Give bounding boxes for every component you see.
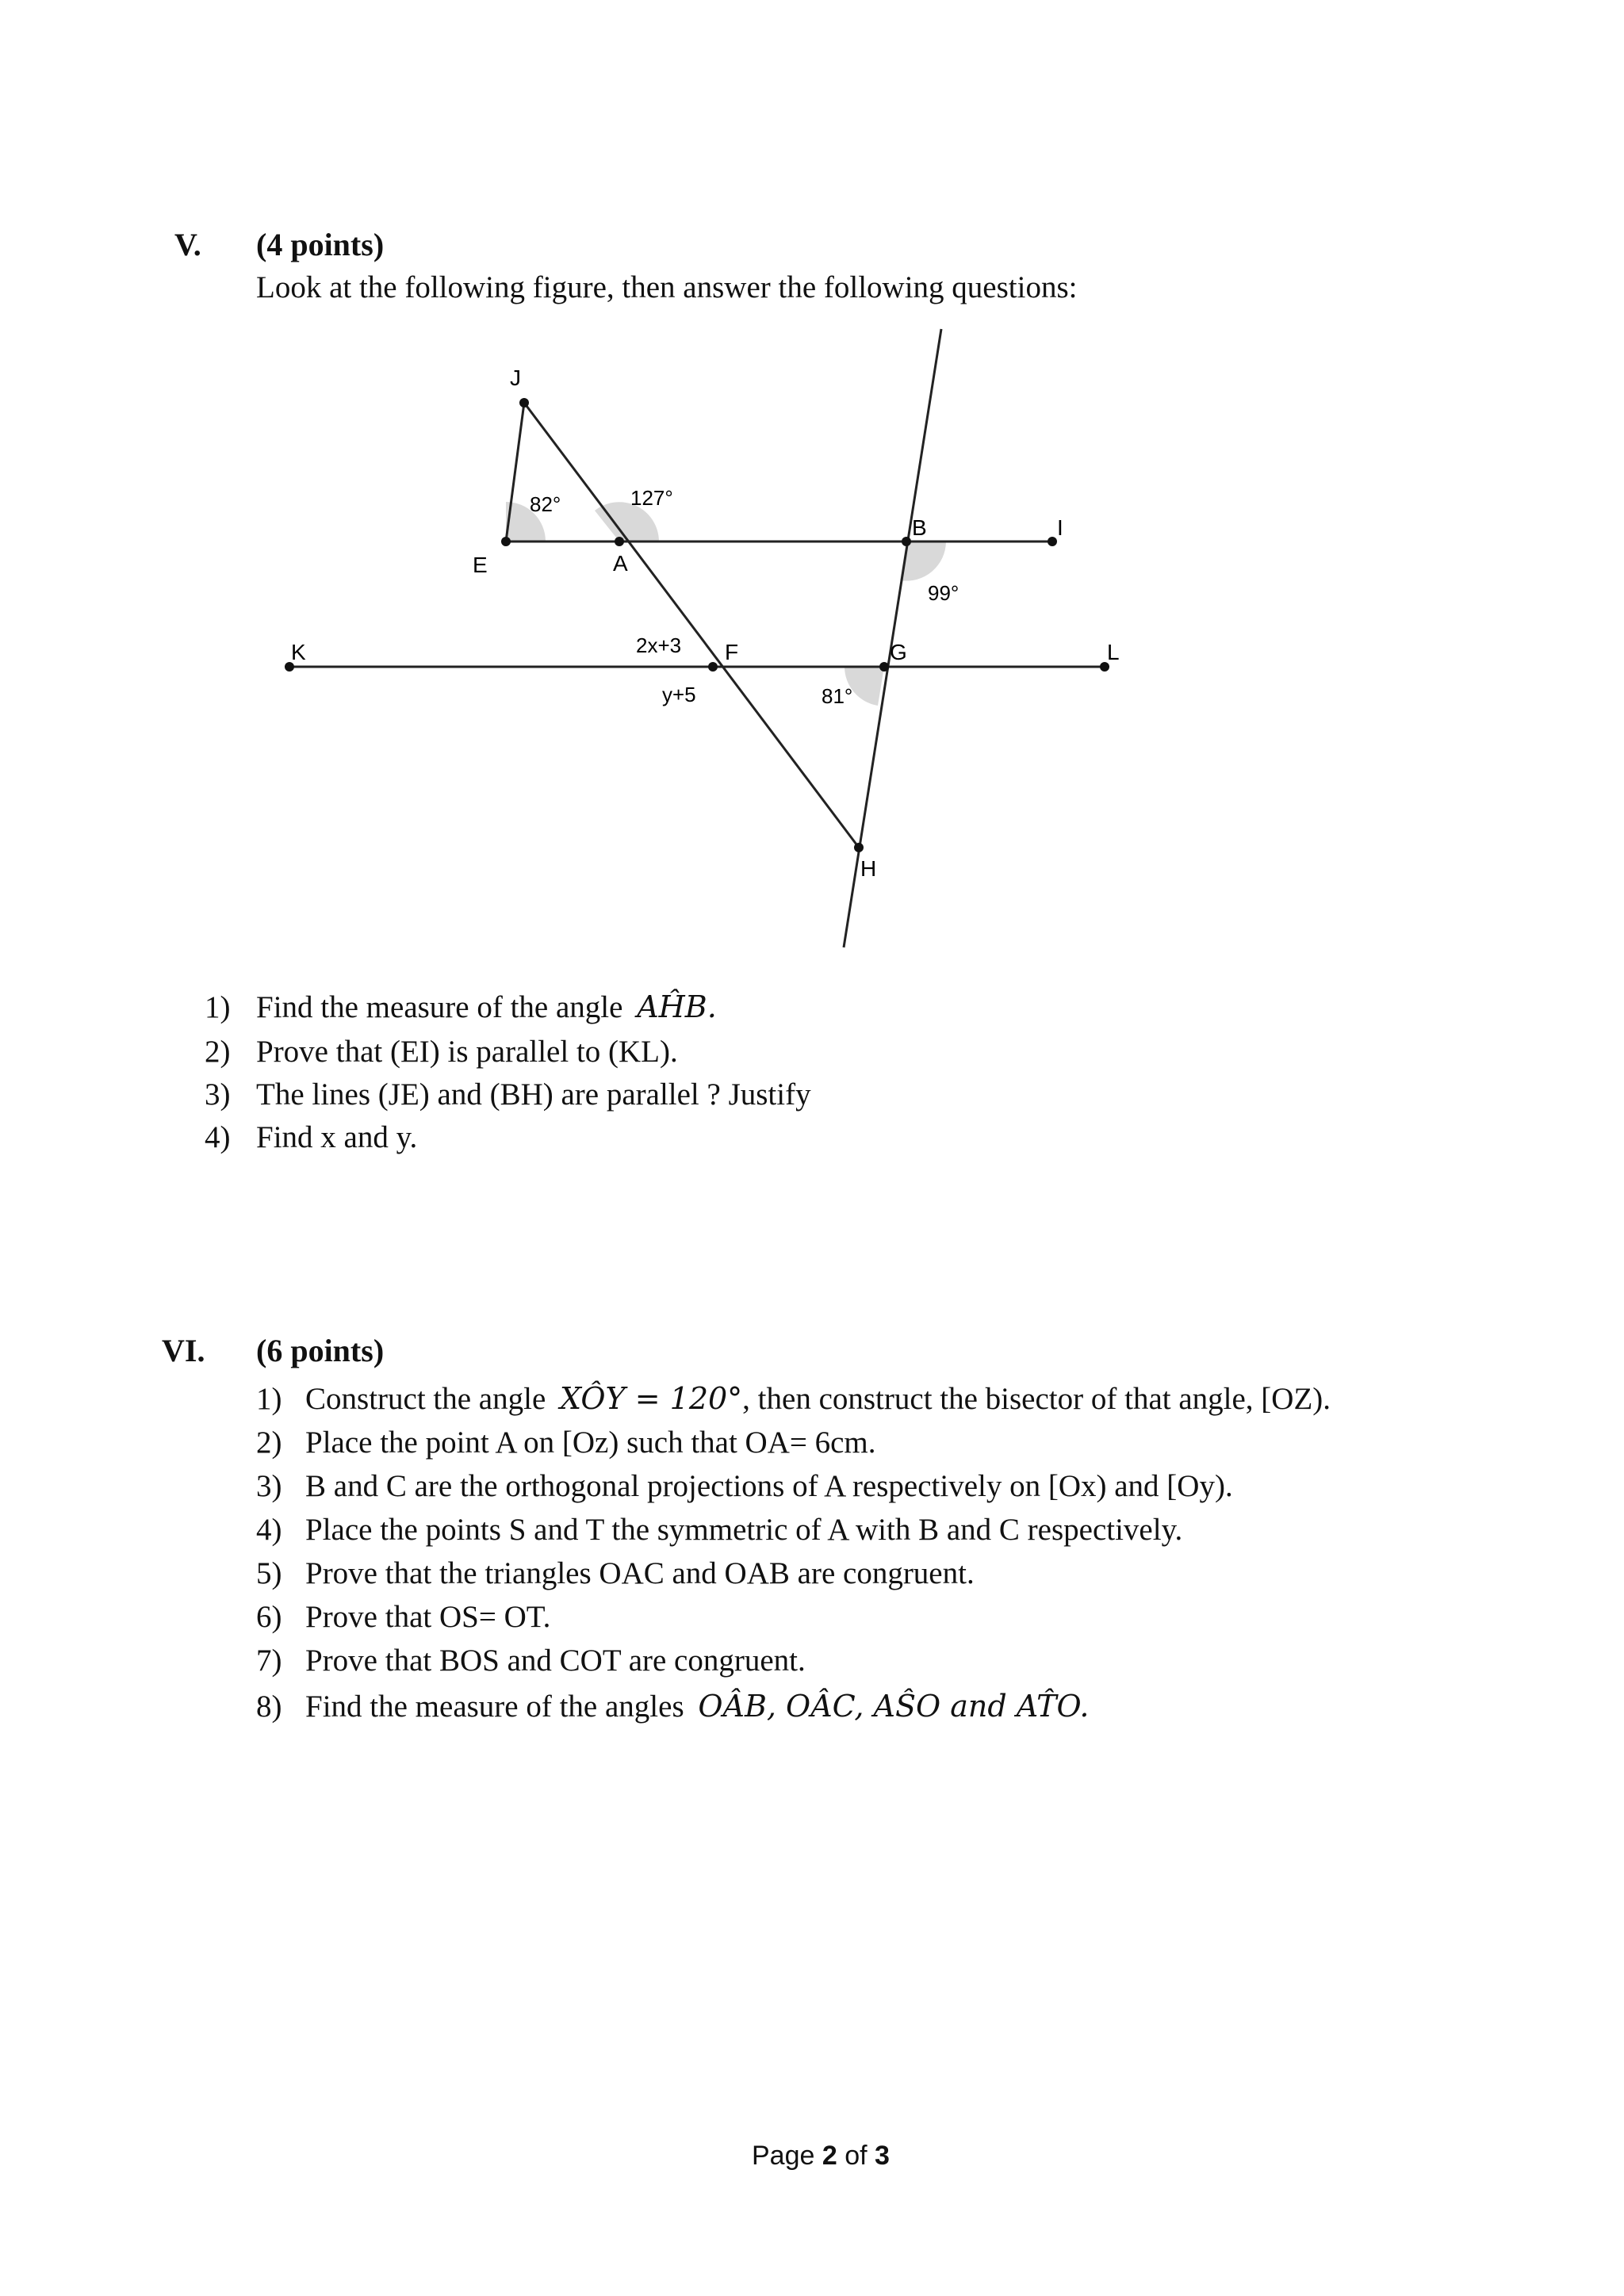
question-number: 6) — [256, 1600, 282, 1634]
label-j: J — [510, 365, 521, 390]
footer-total-pages: 3 — [875, 2141, 890, 2171]
angle-label-y5: y+5 — [662, 683, 696, 706]
question-vi-7: Prove that BOS and COT are congruent. — [305, 1644, 806, 1678]
angle-label-81: 81° — [822, 684, 853, 708]
section-vi-number: VI. — [162, 1333, 205, 1368]
question-vi-8 — [305, 1689, 1089, 1724]
label-k: K — [291, 640, 306, 664]
question-number: 4) — [256, 1513, 282, 1547]
footer-prefix: Page — [752, 2141, 822, 2171]
question-number: 4) — [205, 1120, 231, 1154]
point-e — [501, 537, 511, 546]
point-h — [854, 843, 864, 852]
angle-label-99: 99° — [928, 581, 959, 605]
point-g — [879, 662, 889, 672]
question-v-4: Find x and y. — [256, 1120, 418, 1154]
line-jh — [524, 403, 859, 848]
label-i: I — [1057, 515, 1063, 540]
question-vi-4: Place the points S and T the symmetric of A with B and C respectively. — [305, 1513, 1183, 1547]
label-e: E — [473, 553, 488, 577]
section-v-number: V. — [174, 227, 201, 262]
question-number: 2) — [256, 1425, 282, 1460]
question-number: 3) — [256, 1469, 282, 1503]
label-l: L — [1107, 640, 1120, 664]
label-f: F — [725, 640, 739, 664]
question-text: Find the measure of the angle — [256, 990, 623, 1024]
label-h: H — [860, 856, 877, 881]
point-i — [1048, 537, 1057, 546]
angles-math: OÂB, OÂC, AŜO and AT̂O. — [698, 1689, 1090, 1724]
page-footer — [752, 2141, 890, 2172]
question-text: Construct the angle — [305, 1382, 546, 1416]
angle-label-82: 82° — [530, 492, 561, 516]
label-b: B — [912, 515, 927, 540]
section-vi-points: (6 points) — [256, 1333, 385, 1368]
question-vi-3: B and C are the orthogonal projections of A respectively on [Ox) and [Oy). — [305, 1469, 1233, 1503]
question-number: 1) — [256, 1382, 282, 1416]
question-text: Find the measure of the angles — [305, 1689, 684, 1724]
question-vi-2: Place the point A on [Oz) such that OA= 6cm. — [305, 1425, 876, 1460]
footer-middle: of — [837, 2141, 875, 2171]
angle-label-127: 127° — [630, 486, 673, 510]
line-bh — [844, 329, 941, 947]
question-vi-1 — [305, 1381, 1331, 1417]
section-v-points: (4 points) — [256, 227, 385, 262]
question-number: 2) — [205, 1035, 231, 1069]
angle-xoy-math: XÔY = 120° — [560, 1381, 743, 1416]
question-number: 7) — [256, 1644, 282, 1678]
angle-label-2x3: 2x+3 — [636, 633, 682, 657]
question-number: 3) — [205, 1077, 231, 1112]
footer-current-page: 2 — [822, 2141, 837, 2171]
question-number: 5) — [256, 1556, 282, 1590]
angle-ahb-math: AĤB. — [637, 989, 717, 1024]
question-text: , then construct the bisector of that angle, [OZ). — [742, 1382, 1331, 1416]
section-v-instruction: Look at the following figure, then answer the following questions: — [256, 270, 1078, 304]
point-f — [708, 662, 718, 672]
question-vi-5: Prove that the triangles OAC and OAB are congruent. — [305, 1556, 975, 1590]
label-g: G — [890, 640, 907, 664]
question-v-3: The lines (JE) and (BH) are parallel ? Justify — [256, 1077, 811, 1112]
question-v-2: Prove that (EI) is parallel to (KL). — [256, 1035, 678, 1069]
question-number: 8) — [256, 1689, 282, 1724]
question-vi-6: Prove that OS= OT. — [305, 1600, 551, 1634]
label-a: A — [613, 551, 628, 576]
point-b — [902, 537, 911, 546]
question-v-1 — [256, 989, 717, 1025]
point-j — [519, 398, 529, 408]
question-number: 1) — [205, 990, 231, 1024]
point-a — [615, 537, 624, 546]
